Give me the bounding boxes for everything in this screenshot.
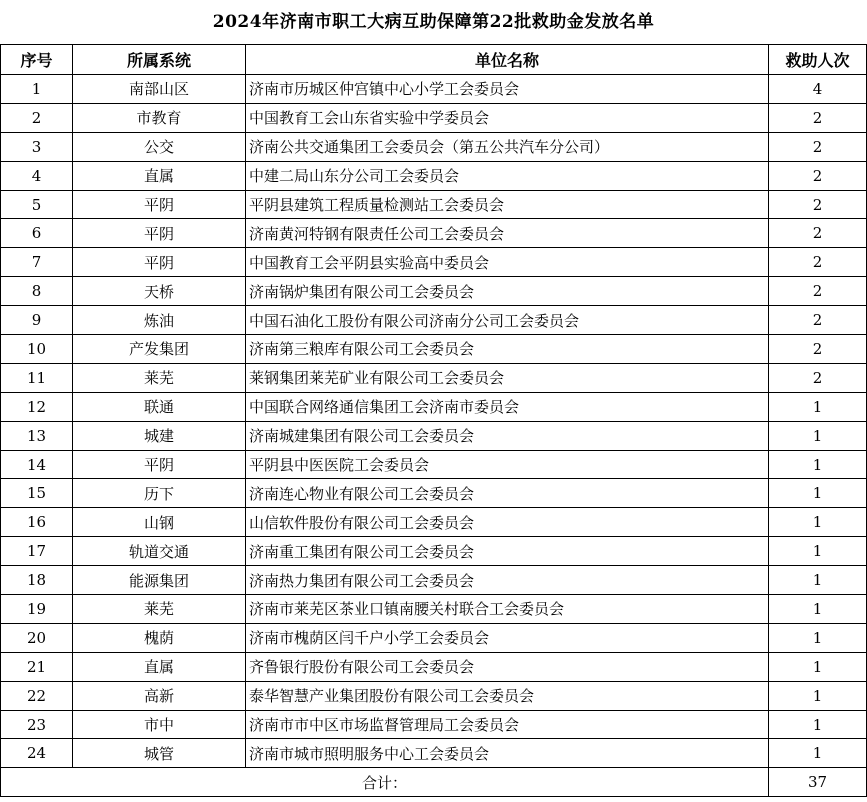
row-count-cell[interactable]: 2 [769, 277, 867, 306]
row-index-cell[interactable]: 1 [1, 75, 73, 104]
table-row [1, 219, 867, 248]
row-unit-cell[interactable]: 济南锅炉集团有限公司工会委员会 [246, 277, 769, 306]
row-unit-cell[interactable]: 中国联合网络通信集团工会济南市委员会 [246, 392, 769, 421]
row-count-cell[interactable]: 1 [769, 566, 867, 595]
row-system-cell[interactable]: 市中 [73, 710, 246, 739]
row-index-cell[interactable]: 6 [1, 219, 73, 248]
row-system-cell[interactable]: 平阴 [73, 450, 246, 479]
row-unit-cell[interactable]: 济南第三粮库有限公司工会委员会 [246, 335, 769, 364]
row-unit-cell[interactable]: 中国教育工会山东省实验中学委员会 [246, 103, 769, 132]
total-label[interactable]: 合计： [1, 768, 769, 797]
row-index-cell[interactable]: 12 [1, 392, 73, 421]
row-index-cell[interactable]: 20 [1, 623, 73, 652]
table-row [1, 335, 867, 364]
page-title: 2024年济南市职工大病互助保障第22批救助金发放名单 [212, 12, 655, 32]
row-system-cell[interactable]: 高新 [73, 681, 246, 710]
row-index-cell[interactable]: 9 [1, 306, 73, 335]
table-row [1, 363, 867, 392]
row-system-cell[interactable]: 历下 [73, 479, 246, 508]
row-system-cell[interactable]: 平阴 [73, 248, 246, 277]
row-system-cell[interactable]: 联通 [73, 392, 246, 421]
row-system-cell[interactable]: 轨道交通 [73, 537, 246, 566]
table-row [1, 450, 867, 479]
row-count-cell[interactable]: 1 [769, 710, 867, 739]
header-count[interactable]: 救助人次 [769, 45, 867, 75]
table-row [1, 277, 867, 306]
row-unit-cell[interactable]: 齐鲁银行股份有限公司工会委员会 [246, 652, 769, 681]
row-unit-cell[interactable]: 济南市槐荫区闫千户小学工会委员会 [246, 623, 769, 652]
row-system-cell[interactable]: 莱芜 [73, 595, 246, 624]
row-index-cell[interactable]: 24 [1, 739, 73, 768]
row-count-cell[interactable]: 2 [769, 161, 867, 190]
table-row [1, 392, 867, 421]
row-count-cell[interactable]: 1 [769, 595, 867, 624]
row-unit-cell[interactable]: 济南市历城区仲宫镇中心小学工会委员会 [246, 75, 769, 104]
row-index-cell[interactable]: 3 [1, 132, 73, 161]
relief-list-table [0, 44, 867, 797]
row-system-cell[interactable]: 城建 [73, 421, 246, 450]
row-unit-cell[interactable]: 山信软件股份有限公司工会委员会 [246, 508, 769, 537]
row-count-cell[interactable]: 2 [769, 306, 867, 335]
table-row [1, 161, 867, 190]
row-unit-cell[interactable]: 中国教育工会平阴县实验高中委员会 [246, 248, 769, 277]
row-count-cell[interactable]: 2 [769, 132, 867, 161]
row-unit-cell[interactable]: 泰华智慧产业集团股份有限公司工会委员会 [246, 681, 769, 710]
row-count-cell[interactable]: 2 [769, 103, 867, 132]
row-index-cell[interactable]: 13 [1, 421, 73, 450]
table-body [1, 75, 867, 768]
row-system-cell[interactable]: 城管 [73, 739, 246, 768]
table-row [1, 710, 867, 739]
row-index-cell[interactable]: 10 [1, 335, 73, 364]
table-row [1, 537, 867, 566]
row-index-cell[interactable]: 5 [1, 190, 73, 219]
row-count-cell[interactable]: 4 [769, 75, 867, 104]
row-system-cell[interactable]: 槐荫 [73, 623, 246, 652]
header-system[interactable]: 所属系统 [73, 45, 246, 75]
row-index-cell[interactable]: 21 [1, 652, 73, 681]
row-index-cell[interactable]: 14 [1, 450, 73, 479]
table-row [1, 421, 867, 450]
table-row [1, 479, 867, 508]
row-count-cell[interactable]: 2 [769, 219, 867, 248]
row-unit-cell[interactable]: 中国石油化工股份有限公司济南分公司工会委员会 [246, 306, 769, 335]
table-row [1, 132, 867, 161]
row-count-cell[interactable]: 2 [769, 248, 867, 277]
row-unit-cell[interactable]: 济南公共交通集团工会委员会（第五公共汽车分公司） [246, 132, 769, 161]
table-row [1, 595, 867, 624]
row-count-cell[interactable]: 1 [769, 508, 867, 537]
table-row [1, 623, 867, 652]
row-index-cell[interactable]: 8 [1, 277, 73, 306]
row-system-cell[interactable]: 市教育 [73, 103, 246, 132]
row-count-cell[interactable]: 1 [769, 392, 867, 421]
row-unit-cell[interactable]: 济南连心物业有限公司工会委员会 [246, 479, 769, 508]
table-row [1, 248, 867, 277]
row-count-cell[interactable]: 1 [769, 681, 867, 710]
row-system-cell[interactable]: 公交 [73, 132, 246, 161]
row-unit-cell[interactable]: 中建二局山东分公司工会委员会 [246, 161, 769, 190]
row-unit-cell[interactable]: 莱钢集团莱芜矿业有限公司工会委员会 [246, 363, 769, 392]
row-count-cell[interactable]: 1 [769, 479, 867, 508]
row-count-cell[interactable]: 2 [769, 335, 867, 364]
row-system-cell[interactable]: 莱芜 [73, 363, 246, 392]
row-unit-cell[interactable]: 济南市莱芜区茶业口镇南腰关村联合工会委员会 [246, 595, 769, 624]
total-value[interactable]: 37 [769, 768, 867, 797]
table-header-row [1, 45, 867, 75]
table-row [1, 306, 867, 335]
header-index[interactable]: 序号 [1, 45, 73, 75]
row-unit-cell[interactable]: 济南城建集团有限公司工会委员会 [246, 421, 769, 450]
row-index-cell[interactable]: 11 [1, 363, 73, 392]
row-count-cell[interactable]: 1 [769, 450, 867, 479]
header-unit[interactable]: 单位名称 [246, 45, 769, 75]
row-unit-cell[interactable]: 平阴县建筑工程质量检测站工会委员会 [246, 190, 769, 219]
row-system-cell[interactable]: 产发集团 [73, 335, 246, 364]
row-index-cell[interactable]: 17 [1, 537, 73, 566]
row-index-cell[interactable]: 16 [1, 508, 73, 537]
table-row [1, 681, 867, 710]
row-index-cell[interactable]: 18 [1, 566, 73, 595]
table-row [1, 566, 867, 595]
row-unit-cell[interactable]: 济南市城市照明服务中心工会委员会 [246, 739, 769, 768]
table-row [1, 508, 867, 537]
row-index-cell[interactable]: 4 [1, 161, 73, 190]
row-unit-cell[interactable]: 济南市市中区市场监督管理局工会委员会 [246, 710, 769, 739]
row-system-cell[interactable]: 直属 [73, 652, 246, 681]
row-count-cell[interactable]: 1 [769, 537, 867, 566]
row-count-cell[interactable]: 1 [769, 623, 867, 652]
table-row [1, 190, 867, 219]
row-system-cell[interactable]: 直属 [73, 161, 246, 190]
total-row [1, 768, 867, 797]
row-index-cell[interactable]: 7 [1, 248, 73, 277]
row-unit-cell[interactable]: 平阴县中医医院工会委员会 [246, 450, 769, 479]
row-system-cell[interactable]: 能源集团 [73, 566, 246, 595]
table-row [1, 103, 867, 132]
row-count-cell[interactable]: 1 [769, 739, 867, 768]
row-index-cell[interactable]: 15 [1, 479, 73, 508]
row-count-cell[interactable]: 1 [769, 421, 867, 450]
row-system-cell[interactable]: 天桥 [73, 277, 246, 306]
row-unit-cell[interactable]: 济南重工集团有限公司工会委员会 [246, 537, 769, 566]
row-system-cell[interactable]: 炼油 [73, 306, 246, 335]
table-row [1, 739, 867, 768]
table-row [1, 652, 867, 681]
row-system-cell[interactable]: 山钢 [73, 508, 246, 537]
row-unit-cell[interactable]: 济南黄河特钢有限责任公司工会委员会 [246, 219, 769, 248]
row-count-cell[interactable]: 2 [769, 363, 867, 392]
row-system-cell[interactable]: 平阴 [73, 190, 246, 219]
table-row [1, 75, 867, 104]
row-index-cell[interactable]: 19 [1, 595, 73, 624]
row-count-cell[interactable]: 2 [769, 190, 867, 219]
row-index-cell[interactable]: 2 [1, 103, 73, 132]
row-system-cell[interactable]: 平阴 [73, 219, 246, 248]
row-index-cell[interactable]: 22 [1, 681, 73, 710]
row-count-cell[interactable]: 1 [769, 652, 867, 681]
row-unit-cell[interactable]: 济南热力集团有限公司工会委员会 [246, 566, 769, 595]
row-index-cell[interactable]: 23 [1, 710, 73, 739]
row-system-cell[interactable]: 南部山区 [73, 75, 246, 104]
